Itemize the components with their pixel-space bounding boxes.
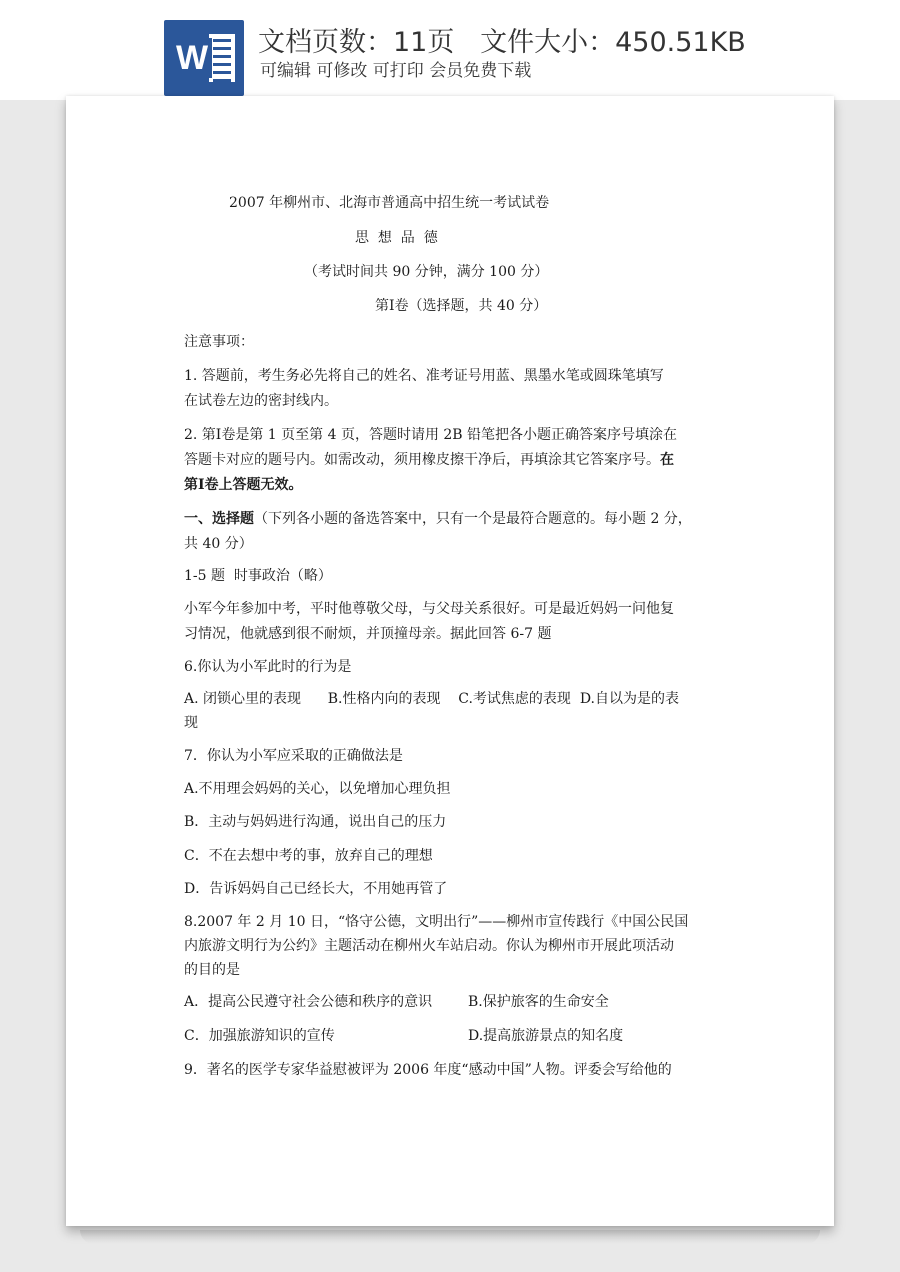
question-7: 7．你认为小军应采取的正确做法是 [184, 748, 403, 764]
document-info-title: 文档页数：11页 文件大小：450.51KB [258, 27, 746, 58]
exam-time-note: （考试时间共 90 分钟，满分 100 分） [304, 264, 549, 280]
notice-item-2: 2. 第Ⅰ卷是第 1 页至第 4 页，答题时请用 2B 铅笔把各小题正确答案序号填涂在 [184, 427, 678, 443]
document-features: 可编辑 可修改 可打印 会员免费下载 [260, 61, 532, 81]
notice-item-1-cont: 在试卷左边的密封线内。 [184, 393, 338, 409]
question-7-option-b: B．主动与妈妈进行沟通，说出自己的压力 [184, 814, 447, 830]
question-8-cont-2: 的目的是 [184, 962, 240, 978]
document-page [66, 96, 834, 1226]
page-shadow [80, 1230, 820, 1244]
question-8-option-c: C．加强旅游知识的宣传 [184, 1028, 335, 1044]
notice-item-1: 1. 答题前，考生务必先将自己的姓名、准考证号用蓝、黑墨水笔或圆珠笔填写 [184, 368, 664, 384]
part-one-heading-cont: 共 40 分） [184, 536, 253, 552]
question-8-option-b: B.保护旅客的生命安全 [468, 994, 609, 1010]
section-title: 第Ⅰ卷（选择题，共 40 分） [375, 298, 548, 314]
question-8-option-d: D.提高旅游景点的知名度 [468, 1028, 624, 1044]
question-8-option-a: A．提高公民遵守社会公德和秩序的意识 [184, 994, 433, 1010]
scenario-text-cont: 习情况，他就感到很不耐烦，并顶撞母亲。据此回答 6-7 题 [184, 626, 552, 642]
question-6-options-cont: 现 [184, 715, 198, 731]
exam-subject: 思 想 品 德 [355, 230, 438, 246]
question-1-5: 1-5 题 时事政治（略） [184, 568, 332, 584]
word-document-icon [164, 20, 244, 96]
question-6: 6.你认为小军此时的行为是 [184, 659, 352, 675]
question-9: 9．著名的医学专家华益慰被评为 2006 年度“感动中国”人物。评委会写给他的 [184, 1062, 672, 1078]
notice-item-2-warning: 第Ⅰ卷上答题无效。 [184, 477, 303, 493]
part-one-heading: 一、选择题（下列各小题的备选答案中，只有一个是最符合题意的。每小题 2 分， [184, 511, 692, 527]
question-8-cont: 内旅游文明行为公约》主题活动在柳州火车站启动。你认为柳州市开展此项活动 [184, 938, 674, 954]
question-7-option-a: A.不用理会妈妈的关心，以免增加心理负担 [184, 781, 451, 797]
word-icon-letter: W [172, 38, 212, 78]
download-banner [0, 0, 900, 100]
scenario-text: 小军今年参加中考，平时他尊敬父母，与父母关系很好。可是最近妈妈一问他复 [184, 601, 674, 617]
question-8: 8.2007 年 2 月 10 日，“恪守公德，文明出行”——柳州市宣传践行《中国公民国 [184, 914, 689, 930]
question-6-options: A. 闭锁心里的表现 B.性格内向的表现 C.考试焦虑的表现 D.自以为是的表 [184, 691, 679, 707]
question-7-option-d: D．告诉妈妈自己已经长大，不用她再管了 [184, 881, 448, 897]
notice-title: 注意事项： [184, 334, 254, 350]
exam-heading: 2007 年柳州市、北海市普通高中招生统一考试试卷 [229, 195, 550, 211]
question-7-option-c: C．不在去想中考的事，放弃自己的理想 [184, 848, 433, 864]
notice-item-2-cont: 答题卡对应的题号内。如需改动，须用橡皮擦干净后，再填涂其它答案序号。在 [184, 452, 674, 468]
